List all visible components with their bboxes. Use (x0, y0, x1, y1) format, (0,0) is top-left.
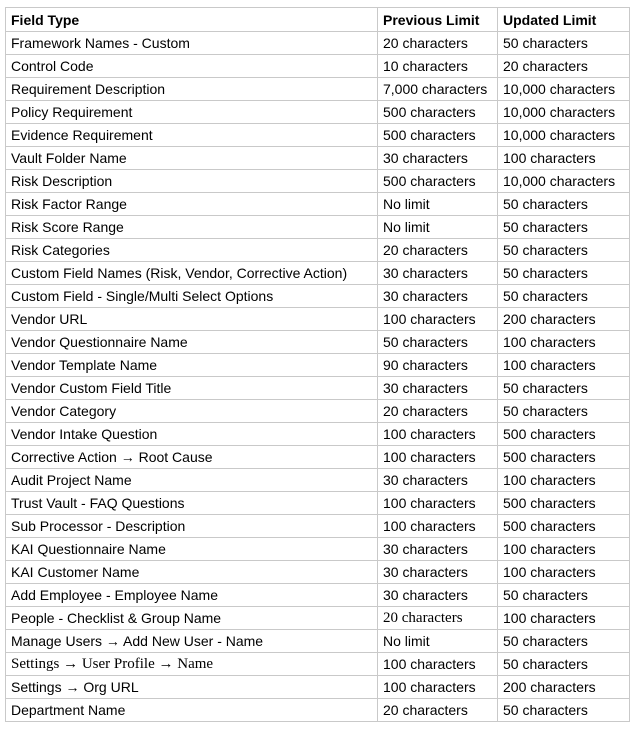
table-row (6, 124, 630, 147)
previous-limit-cell: 20 characters (378, 400, 498, 423)
table-row (6, 561, 630, 584)
previous-limit-cell: 30 characters (378, 285, 498, 308)
field-type-cell: Risk Description (6, 170, 378, 193)
field-type-cell: Sub Processor - Description (6, 515, 378, 538)
field-type-cell: Add Employee - Employee Name (6, 584, 378, 607)
table-row (6, 699, 630, 722)
previous-limit-cell: 90 characters (378, 354, 498, 377)
field-type-cell: Custom Field - Single/Multi Select Options (6, 285, 378, 308)
field-type-cell: Risk Score Range (6, 216, 378, 239)
updated-limit-cell: 10,000 characters (498, 124, 630, 147)
previous-limit-cell: No limit (378, 630, 498, 653)
field-type-cell: Control Code (6, 55, 378, 78)
previous-limit-cell: 30 characters (378, 377, 498, 400)
updated-limit-cell: 50 characters (498, 216, 630, 239)
field-type-cell: Vendor Questionnaire Name (6, 331, 378, 354)
previous-limit-cell: 7,000 characters (378, 78, 498, 101)
limits-table-container (5, 7, 629, 722)
field-type-cell: Manage Users → Add New User - Name (6, 630, 378, 653)
table-row (6, 308, 630, 331)
updated-limit-cell: 200 characters (498, 676, 630, 699)
table-row (6, 216, 630, 239)
table-row (6, 538, 630, 561)
table-row (6, 492, 630, 515)
header-updated-limit: Updated Limit (498, 8, 630, 32)
field-type-cell: Settings → User Profile → Name (6, 653, 378, 676)
updated-limit-cell: 50 characters (498, 32, 630, 55)
field-type-cell: Requirement Description (6, 78, 378, 101)
table-row (6, 147, 630, 170)
table-body (6, 32, 630, 722)
field-type-cell: Vendor Intake Question (6, 423, 378, 446)
previous-limit-cell: 100 characters (378, 423, 498, 446)
table-row (6, 676, 630, 699)
field-type-cell: KAI Customer Name (6, 561, 378, 584)
previous-limit-cell: 30 characters (378, 584, 498, 607)
updated-limit-cell: 10,000 characters (498, 78, 630, 101)
table-row (6, 170, 630, 193)
field-type-cell: Risk Categories (6, 239, 378, 262)
field-type-cell: Framework Names - Custom (6, 32, 378, 55)
previous-limit-cell: 500 characters (378, 170, 498, 193)
field-type-cell: Evidence Requirement (6, 124, 378, 147)
previous-limit-cell: 100 characters (378, 515, 498, 538)
table-row (6, 377, 630, 400)
previous-limit-cell: 30 characters (378, 469, 498, 492)
previous-limit-cell: 100 characters (378, 492, 498, 515)
previous-limit-cell: No limit (378, 193, 498, 216)
field-type-cell: Settings → Org URL (6, 676, 378, 699)
previous-limit-cell: 30 characters (378, 538, 498, 561)
updated-limit-cell: 100 characters (498, 538, 630, 561)
updated-limit-cell: 50 characters (498, 193, 630, 216)
updated-limit-cell: 500 characters (498, 423, 630, 446)
updated-limit-cell: 50 characters (498, 239, 630, 262)
table-row (6, 331, 630, 354)
table-row (6, 354, 630, 377)
table-row (6, 55, 630, 78)
updated-limit-cell: 50 characters (498, 377, 630, 400)
field-limits-table (5, 7, 630, 722)
previous-limit-cell: 20 characters (378, 32, 498, 55)
updated-limit-cell: 100 characters (498, 607, 630, 630)
updated-limit-cell: 100 characters (498, 469, 630, 492)
previous-limit-cell: 100 characters (378, 676, 498, 699)
field-type-cell: KAI Questionnaire Name (6, 538, 378, 561)
updated-limit-cell: 100 characters (498, 147, 630, 170)
previous-limit-cell: 20 characters (378, 239, 498, 262)
previous-limit-cell: 50 characters (378, 331, 498, 354)
field-type-cell: People - Checklist & Group Name (6, 607, 378, 630)
updated-limit-cell: 500 characters (498, 492, 630, 515)
table-row (6, 607, 630, 630)
updated-limit-cell: 50 characters (498, 285, 630, 308)
previous-limit-cell: 10 characters (378, 55, 498, 78)
updated-limit-cell: 200 characters (498, 308, 630, 331)
updated-limit-cell: 20 characters (498, 55, 630, 78)
updated-limit-cell: 50 characters (498, 400, 630, 423)
table-row (6, 262, 630, 285)
previous-limit-cell: 30 characters (378, 561, 498, 584)
field-type-cell: Vendor Custom Field Title (6, 377, 378, 400)
table-row (6, 515, 630, 538)
previous-limit-cell: 100 characters (378, 446, 498, 469)
table-header-row (6, 8, 630, 32)
previous-limit-cell: 100 characters (378, 653, 498, 676)
table-row (6, 400, 630, 423)
updated-limit-cell: 100 characters (498, 354, 630, 377)
updated-limit-cell: 50 characters (498, 262, 630, 285)
table-row (6, 285, 630, 308)
previous-limit-cell: 500 characters (378, 124, 498, 147)
table-row (6, 653, 630, 676)
updated-limit-cell: 10,000 characters (498, 170, 630, 193)
field-type-cell: Department Name (6, 699, 378, 722)
table-row (6, 423, 630, 446)
table-row (6, 101, 630, 124)
table-row (6, 469, 630, 492)
header-field-type: Field Type (6, 8, 378, 32)
table-row (6, 446, 630, 469)
table-row (6, 32, 630, 55)
field-type-cell: Risk Factor Range (6, 193, 378, 216)
field-type-cell: Corrective Action → Root Cause (6, 446, 378, 469)
updated-limit-cell: 50 characters (498, 653, 630, 676)
updated-limit-cell: 50 characters (498, 699, 630, 722)
updated-limit-cell: 100 characters (498, 331, 630, 354)
updated-limit-cell: 100 characters (498, 561, 630, 584)
previous-limit-cell: No limit (378, 216, 498, 239)
field-type-cell: Vendor Template Name (6, 354, 378, 377)
table-row (6, 584, 630, 607)
field-type-cell: Vendor URL (6, 308, 378, 331)
updated-limit-cell: 500 characters (498, 515, 630, 538)
table-row (6, 630, 630, 653)
field-type-cell: Audit Project Name (6, 469, 378, 492)
field-type-cell: Vault Folder Name (6, 147, 378, 170)
table-row (6, 193, 630, 216)
previous-limit-cell: 20 characters (378, 607, 498, 630)
field-type-cell: Vendor Category (6, 400, 378, 423)
previous-limit-cell: 30 characters (378, 147, 498, 170)
header-previous-limit: Previous Limit (378, 8, 498, 32)
previous-limit-cell: 500 characters (378, 101, 498, 124)
updated-limit-cell: 10,000 characters (498, 101, 630, 124)
previous-limit-cell: 30 characters (378, 262, 498, 285)
table-row (6, 78, 630, 101)
field-type-cell: Trust Vault - FAQ Questions (6, 492, 378, 515)
table-row (6, 239, 630, 262)
field-type-cell: Custom Field Names (Risk, Vendor, Corrective Action) (6, 262, 378, 285)
updated-limit-cell: 50 characters (498, 630, 630, 653)
field-type-cell: Policy Requirement (6, 101, 378, 124)
updated-limit-cell: 500 characters (498, 446, 630, 469)
updated-limit-cell: 50 characters (498, 584, 630, 607)
previous-limit-cell: 20 characters (378, 699, 498, 722)
previous-limit-cell: 100 characters (378, 308, 498, 331)
